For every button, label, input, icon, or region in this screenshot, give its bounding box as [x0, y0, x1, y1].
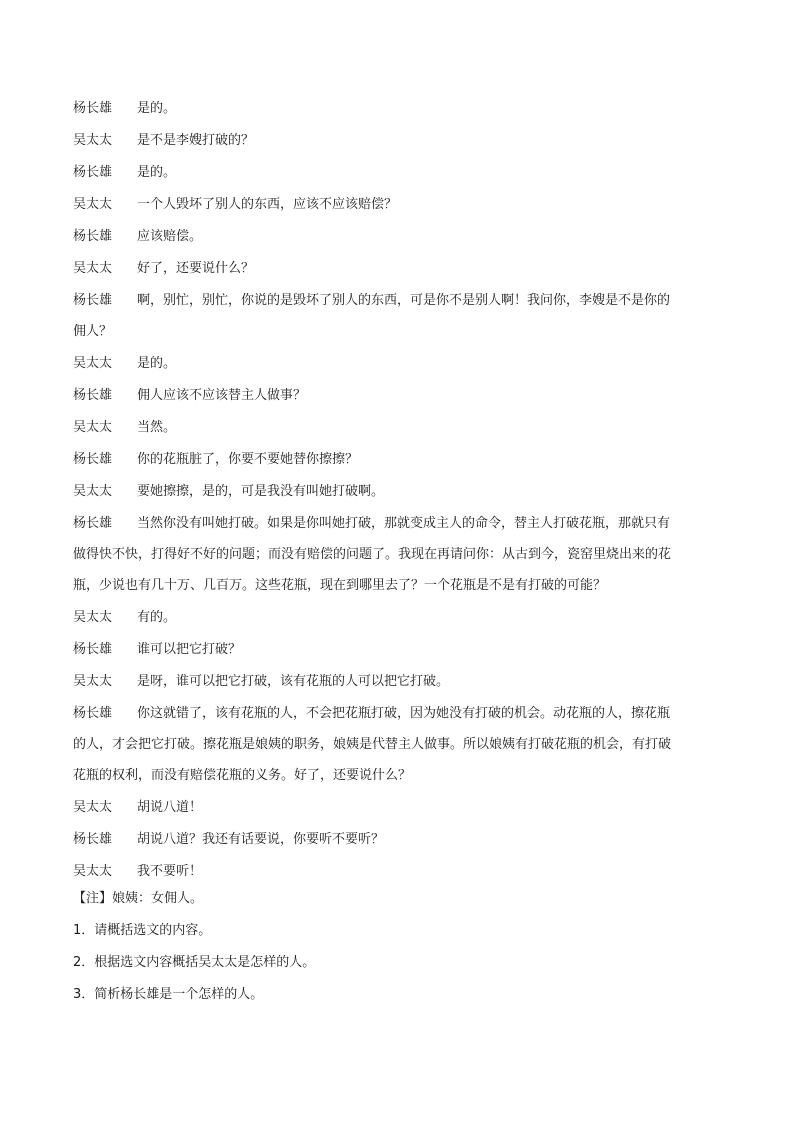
speech-text: 好了，还要说什么？	[137, 261, 255, 276]
dialogue-line	[73, 348, 733, 380]
speaker-name: 吴太太	[73, 133, 113, 148]
dialogue-line	[73, 380, 733, 412]
speech-text: 你这就错了，该有花瓶的人，不会把花瓶打破，因为她没有打破的机会。动花瓶的人，擦花瓶	[137, 706, 671, 721]
speaker-name: 吴太太	[73, 261, 113, 276]
dialogue-line	[73, 698, 733, 730]
dialogue-line	[73, 476, 733, 508]
speech-text: 当然。	[137, 420, 177, 435]
document-body	[73, 93, 733, 1011]
dialogue-line	[73, 508, 733, 540]
dialogue-line	[73, 444, 733, 476]
speech-text: 是呀，谁可以把它打破，该有花瓶的人可以把它打破。	[137, 674, 450, 689]
dialogue-line	[73, 221, 733, 253]
speaker-name: 杨长雄	[73, 101, 113, 116]
dialogue-continuation: 的人，才会把它打破。擦花瓶是娘姨的职务，娘姨是代替主人做事。所以娘姨有打破花瓶的机会，有打破	[73, 737, 672, 752]
speech-text: 佣人应该不应该替主人做事？	[137, 388, 307, 403]
dialogue-continuation: 瓶，少说也有几十万、几百万。这些花瓶，现在到哪里去了？一个花瓶是不是有打破的可能？	[73, 578, 607, 593]
dialogue-line	[73, 792, 733, 824]
dialogue-line	[73, 412, 733, 444]
speech-text: 我不要听！	[137, 864, 203, 879]
speech-text: 一个人毁坏了别人的东西，应该不应该赔偿？	[137, 197, 398, 212]
dialogue-line	[73, 253, 733, 285]
dialogue-continuation: 做得快不快，打得好不好的问题；而没有赔偿的问题了。我现在再请问你：从古到今，瓷窑里烧出来的花	[73, 547, 672, 562]
dialogue-line	[73, 602, 733, 634]
speaker-name: 吴太太	[73, 197, 113, 212]
speech-text: 胡说八道？我还有话要说，你要听不要听？	[137, 832, 385, 847]
dialogue-line	[73, 125, 733, 157]
dialogue-continuation: 佣人？	[73, 324, 113, 339]
dialogue-continuation: 花瓶的权利，而没有赔偿花瓶的义务。好了，还要说什么？	[73, 768, 412, 783]
speaker-name: 吴太太	[73, 864, 113, 879]
dialogue-line	[73, 93, 733, 125]
speaker-name: 杨长雄	[73, 388, 113, 403]
footnote: 【注】娘姨：女佣人。	[73, 891, 204, 906]
speaker-name: 吴太太	[73, 420, 113, 435]
speech-text: 当然你没有叫她打破。如果是你叫她打破，那就变成主人的命令，替主人打破花瓶，那就只有	[137, 516, 671, 531]
speech-text: 是的。	[137, 101, 177, 116]
speaker-name: 吴太太	[73, 800, 113, 815]
speech-text: 胡说八道！	[137, 800, 203, 815]
speaker-name: 杨长雄	[73, 165, 113, 180]
speech-text: 是的。	[137, 356, 177, 371]
question-item: 2．根据选文内容概括吴太太是怎样的人。	[73, 955, 316, 970]
speech-text: 有的。	[137, 610, 177, 625]
speaker-name: 杨长雄	[73, 229, 113, 244]
speaker-name: 吴太太	[73, 484, 113, 499]
speech-text: 应该赔偿。	[137, 229, 203, 244]
speech-text: 啊，别忙，别忙，你说的是毁坏了别人的东西，可是你不是别人啊！我问你，李嫂是不是你的	[137, 293, 671, 308]
question-item: 3．简析杨长雄是一个怎样的人。	[73, 987, 264, 1002]
dialogue-line	[73, 285, 733, 317]
speaker-name: 杨长雄	[73, 293, 113, 308]
speaker-name: 吴太太	[73, 674, 113, 689]
speech-text: 是的。	[137, 165, 177, 180]
speaker-name: 杨长雄	[73, 642, 113, 657]
speech-text: 是不是李嫂打破的？	[137, 133, 255, 148]
dialogue-line	[73, 634, 733, 666]
speaker-name: 杨长雄	[73, 706, 113, 721]
speech-text: 要她擦擦，是的，可是我没有叫她打破啊。	[137, 484, 385, 499]
dialogue-line	[73, 157, 733, 189]
dialogue-line	[73, 189, 733, 221]
speaker-name: 杨长雄	[73, 452, 113, 467]
speech-text: 谁可以把它打破？	[137, 642, 242, 657]
dialogue-line	[73, 666, 733, 698]
dialogue-line	[73, 824, 733, 856]
speaker-name: 杨长雄	[73, 832, 113, 847]
speaker-name: 杨长雄	[73, 516, 113, 531]
speaker-name: 吴太太	[73, 610, 113, 625]
question-item: 1．请概括选文的内容。	[73, 923, 212, 938]
speech-text: 你的花瓶脏了，你要不要她替你擦擦？	[137, 452, 359, 467]
speaker-name: 吴太太	[73, 356, 113, 371]
